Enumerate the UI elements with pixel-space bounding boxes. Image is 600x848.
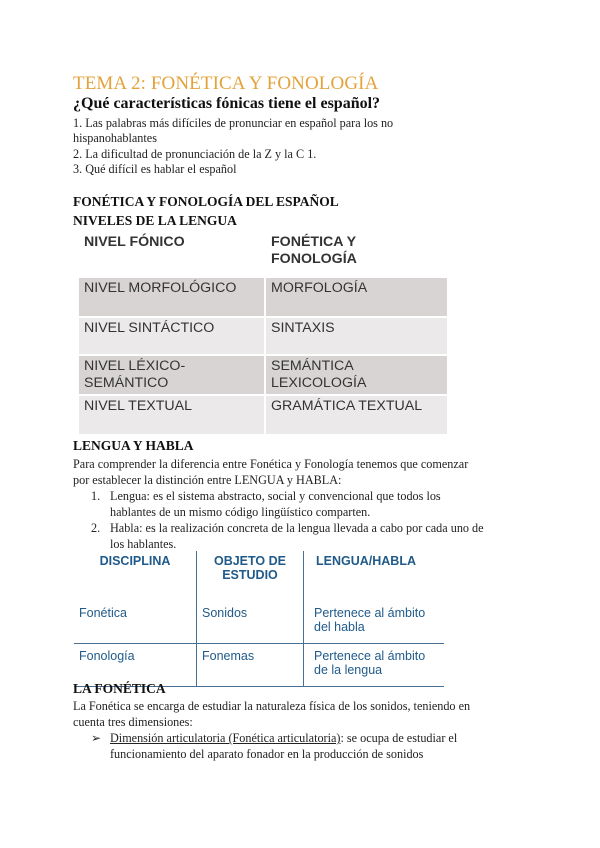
table-cell: SEMÁNTICA LEXICOLOGÍA	[265, 355, 447, 395]
table-cell: LENGUA/HABLA	[316, 554, 416, 568]
table-row	[74, 595, 444, 644]
table-cell: FONÉTICA Y FONOLOGÍA	[265, 232, 447, 277]
fonetica-para-line-1: La Fonética se encarga de estudiar la naturaleza física de los sonidos, teniendo en	[73, 699, 471, 713]
table-row	[79, 317, 447, 355]
question-heading: ¿Qué características fónicas tiene el español?	[73, 95, 381, 112]
arrow-bullet-icon: ➢	[91, 731, 102, 745]
intro-line-3: 2. La dificultad de pronunciación de la Z y la C 1.	[73, 147, 317, 161]
section-subheading: NIVELES DE LA LENGUA	[73, 213, 237, 228]
intro-line-2: hispanohablantes	[73, 131, 157, 145]
fonetica-list-item-line-2: funcionamiento del aparato fonador en la producción de sonidos	[110, 747, 424, 761]
table-cell: DISCIPLINA	[74, 551, 197, 595]
fonetica-para-line-2: cuenta tres dimensiones:	[73, 715, 193, 729]
lengua-habla-para-line-1: Para comprender la diferencia entre Fonética y Fonología tenemos que comenzar	[73, 457, 469, 471]
fonetica-item-text: : se ocupa de estudiar el	[340, 731, 458, 745]
intro-line-4: 3. Qué difícil es hablar el español	[73, 162, 237, 176]
table-cell: Fonología	[74, 644, 197, 687]
fonetica-item-title: Dimensión articulatoria (Fonética articulatoria)	[110, 731, 341, 745]
table-cell: MORFOLOGÍA	[265, 277, 447, 317]
fonetica-list-item-line-1	[110, 731, 457, 746]
table-cell: Pertenece al ámbito de la lengua	[304, 644, 445, 687]
list-number: 2.	[91, 521, 101, 535]
table-cell: NIVEL SINTÁCTICO	[79, 317, 265, 355]
table-cell: Sonidos	[197, 595, 304, 644]
table-cell: Fonética	[74, 595, 197, 644]
list-item-lengua-line-2: hablantes de un mismo código lingüístico comparten.	[110, 505, 371, 519]
table-cell: GRAMÁTICA TEXTUAL	[265, 395, 447, 435]
table-cell: NIVEL FÓNICO	[79, 232, 265, 277]
table-row	[79, 395, 447, 435]
table-header-row	[79, 232, 447, 277]
list-item-habla-line-2: los hablantes.	[110, 537, 177, 551]
table-cell: OBJETO DE ESTUDIO	[197, 551, 304, 595]
table-cell: NIVEL TEXTUAL	[79, 395, 265, 435]
table-cell: SINTAXIS	[265, 317, 447, 355]
table-row	[79, 277, 447, 317]
list-number: 1.	[91, 489, 101, 503]
table-cell: NIVEL LÉXICO-SEMÁNTICO	[79, 355, 265, 395]
list-item-habla-line-1: Habla: es la realización concreta de la lengua llevada a cabo por cada uno de	[110, 521, 484, 535]
disciplina-table	[74, 551, 444, 687]
table-row	[79, 355, 447, 395]
lengua-habla-para-line-2: por establecer la distinción entre LENGUA y HABLA:	[73, 473, 342, 487]
page-title: TEMA 2: FONÉTICA Y FONOLOGÍA	[73, 73, 379, 94]
table-cell: NIVEL MORFOLÓGICO	[79, 277, 265, 317]
table-cell: Pertenece al ámbito del habla	[314, 606, 426, 634]
intro-line-1: 1. Las palabras más difíciles de pronunciar en español para los no	[73, 116, 394, 130]
list-item-lengua-line-1: Lengua: es el sistema abstracto, social y convencional que todos los	[110, 489, 441, 503]
niveles-table	[79, 232, 447, 436]
table-cell: Fonemas	[197, 644, 304, 687]
section-heading: FONÉTICA Y FONOLOGÍA DEL ESPAÑOL	[73, 194, 339, 209]
lengua-habla-heading: LENGUA Y HABLA	[73, 438, 194, 453]
fonetica-heading: LA FONÉTICA	[73, 681, 166, 696]
table-header-row	[74, 551, 444, 595]
